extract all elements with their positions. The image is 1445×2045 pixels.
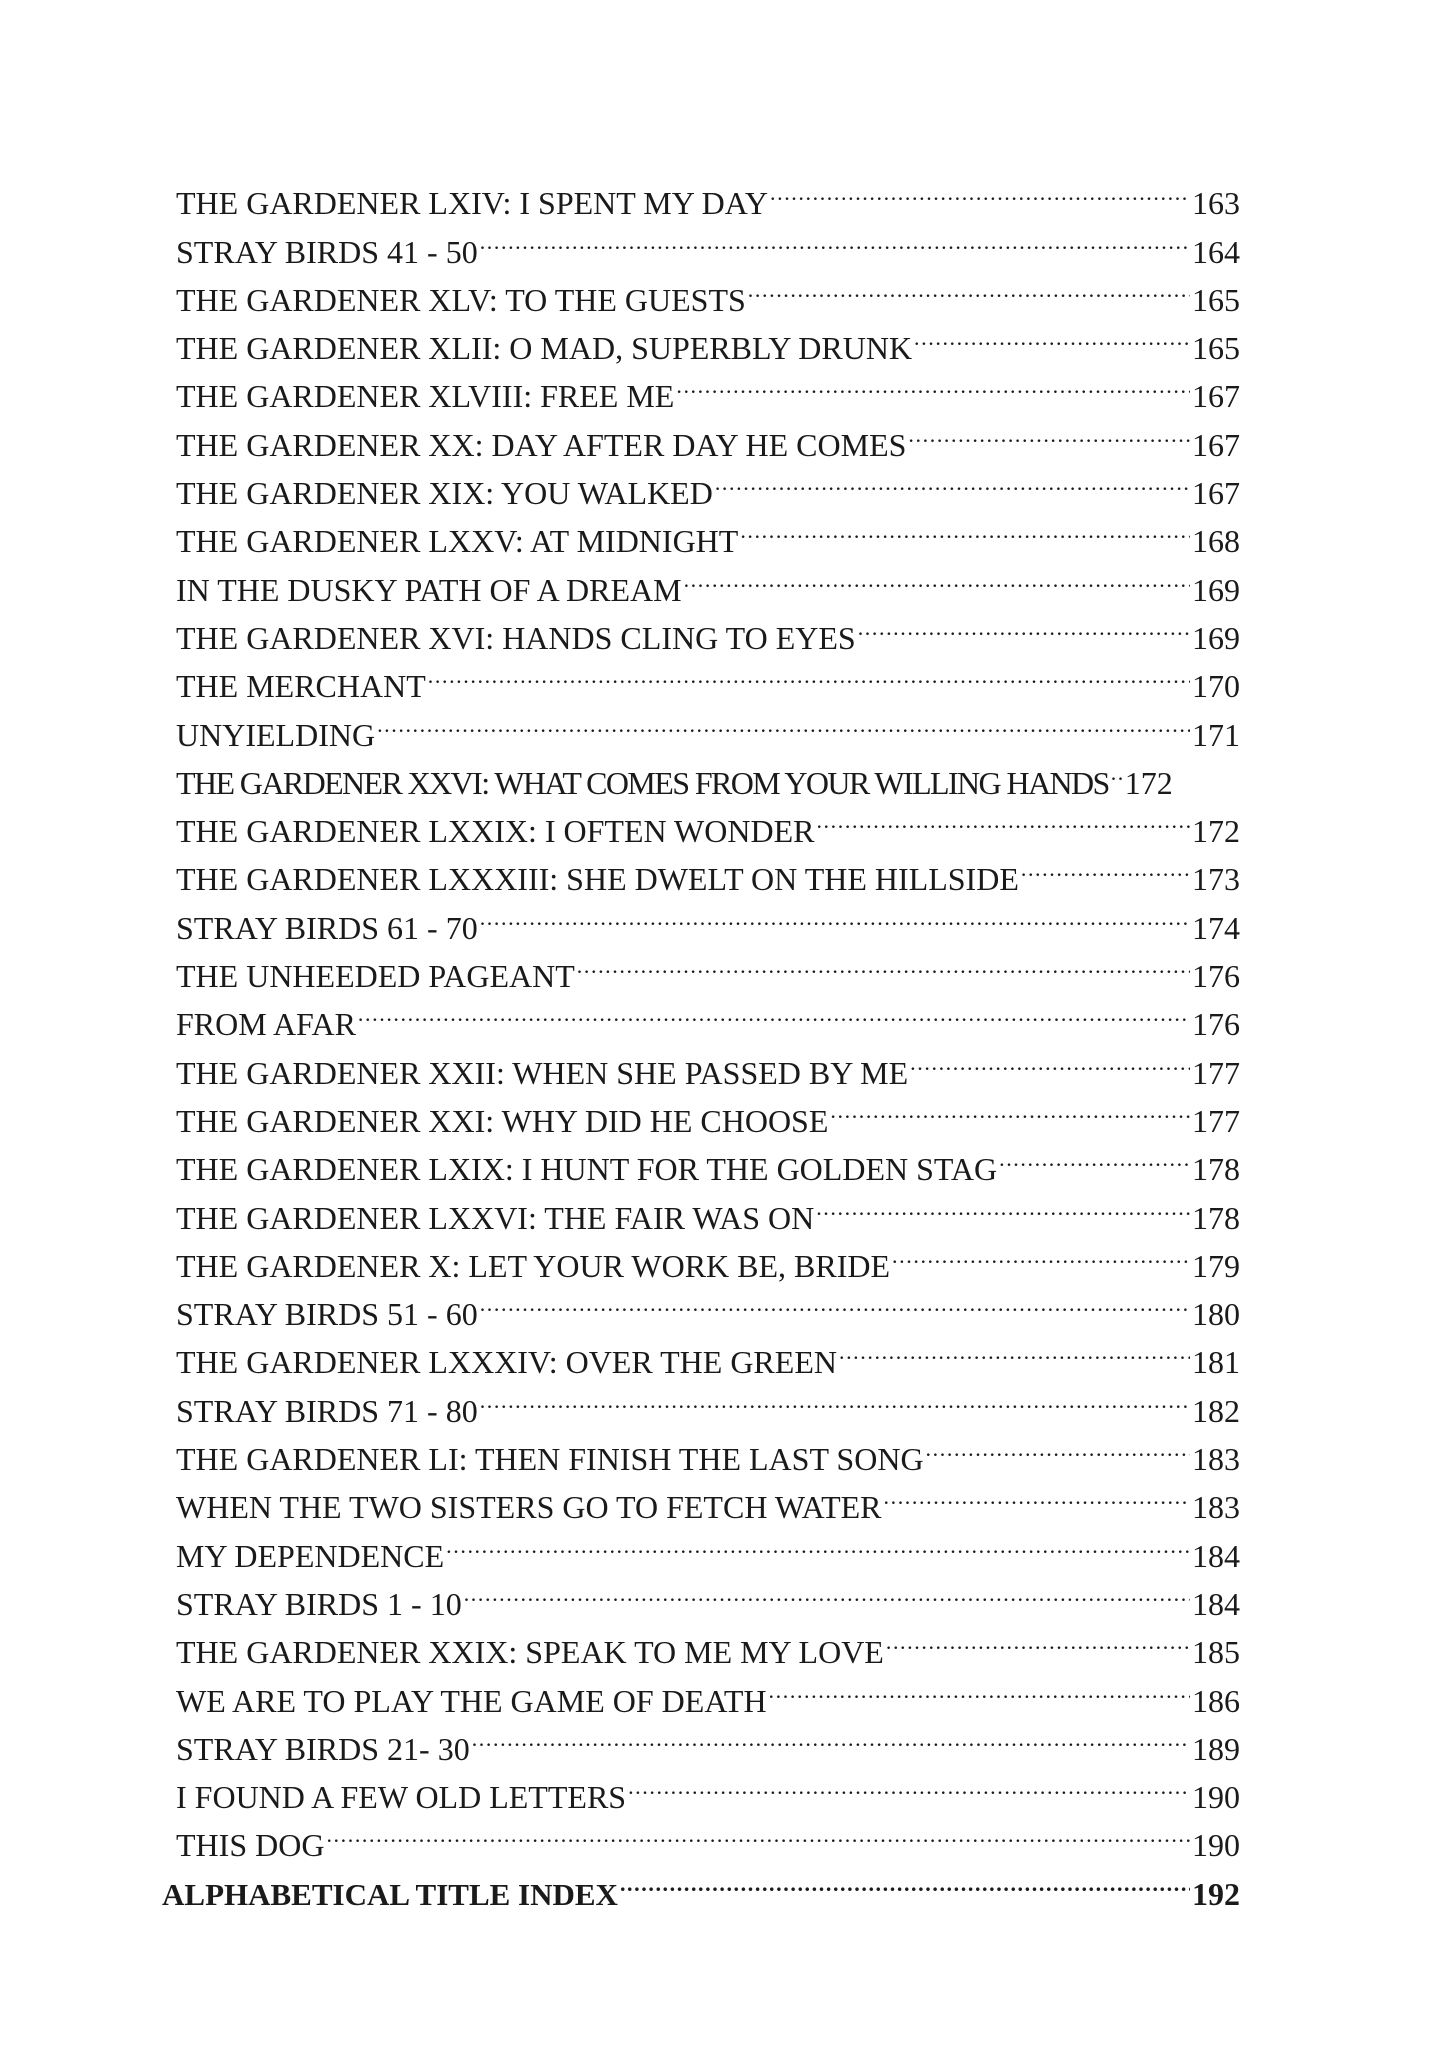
toc-dot-leader (684, 552, 1190, 600)
toc-entry-page: 173 (1192, 861, 1240, 898)
toc-dot-leader (892, 1229, 1190, 1277)
toc-dot-leader (816, 794, 1190, 842)
toc-entry-page: 178 (1192, 1199, 1240, 1236)
toc-entry-title: FROM AFAR (176, 1006, 356, 1043)
toc-entry-title: STRAY BIRDS 41 - 50 (176, 233, 478, 270)
toc-dot-leader (1021, 842, 1190, 890)
toc-dot-leader (830, 1084, 1190, 1132)
toc-entry-title: THE GARDENER XXII: WHEN SHE PASSED BY ME (176, 1054, 909, 1091)
toc-dot-leader (480, 890, 1190, 938)
toc-entry-title: THE GARDENER LXXVI: THE FAIR WAS ON (176, 1199, 815, 1236)
toc-entry-page: 178 (1192, 1151, 1240, 1188)
toc-entry-title: THE GARDENER LI: THEN FINISH THE LAST SONG (176, 1441, 924, 1478)
toc-dot-leader (377, 697, 1190, 745)
toc-entry-title: THE GARDENER LXXXIII: SHE DWELT ON THE HILLSIDE (176, 861, 1019, 898)
toc-entry-title: THE GARDENER XXVI: WHAT COMES FROM YOUR WILLING HANDS (176, 764, 1109, 801)
toc-entry-title: UNYIELDING (176, 716, 376, 753)
toc-entry-title: WE ARE TO PLAY THE GAME OF DEATH (176, 1682, 767, 1719)
toc-dot-leader (480, 1373, 1190, 1421)
toc-entry-title: THE GARDENER XLII: O MAD, SUPERBLY DRUNK (176, 330, 913, 367)
toc-dot-leader (620, 1856, 1190, 1904)
toc-entry-page: 174 (1192, 909, 1240, 946)
toc-entry-title: ALPHABETICAL TITLE INDEX (162, 1876, 618, 1912)
toc-entry-title: MY DEPENDENCE (176, 1537, 445, 1574)
toc-entry-page: 163 (1192, 185, 1240, 222)
toc-entry-title: THE GARDENER LXXXIV: OVER THE GREEN (176, 1344, 837, 1381)
toc-entry-title: WHEN THE TWO SISTERS GO TO FETCH WATER (176, 1489, 882, 1526)
toc-entry-page: 184 (1192, 1537, 1240, 1574)
toc-entry-title: THIS DOG (176, 1827, 325, 1864)
toc-entry-page: 190 (1192, 1779, 1240, 1816)
toc-entry-title: THE GARDENER XXIX: SPEAK TO ME MY LOVE (176, 1634, 884, 1671)
toc-entry-page: 192 (1192, 1875, 1240, 1912)
toc-dot-leader (816, 1180, 1190, 1228)
toc-entry-page: 190 (1192, 1827, 1240, 1864)
toc-dot-leader (1111, 746, 1123, 794)
toc-entry-page: 183 (1192, 1489, 1240, 1526)
toc-dot-leader (428, 649, 1190, 697)
toc-entry-title: THE GARDENER XXI: WHY DID HE CHOOSE (176, 1102, 829, 1139)
toc-entry-page: 186 (1192, 1682, 1240, 1719)
table-of-contents (162, 166, 1240, 1912)
toc-entry-title: THE GARDENER LXXIX: I OFTEN WONDER (176, 813, 815, 850)
toc-dot-leader (740, 504, 1190, 552)
toc-entry-title: THE GARDENER X: LET YOUR WORK BE, BRIDE (176, 1247, 891, 1284)
toc-dot-leader (446, 1518, 1190, 1566)
toc-dot-leader (748, 263, 1190, 311)
toc-entry-title: I FOUND A FEW OLD LETTERS (176, 1779, 627, 1816)
toc-dot-leader (577, 939, 1190, 987)
toc-dot-leader (480, 1277, 1190, 1325)
toc-entry-page: 184 (1192, 1585, 1240, 1622)
toc-dot-leader (464, 1567, 1190, 1615)
toc-entry-page: 171 (1192, 716, 1240, 753)
toc-entry-page: 182 (1192, 1392, 1240, 1429)
toc-entry-page: 179 (1192, 1247, 1240, 1284)
toc-entry-title: STRAY BIRDS 71 - 80 (176, 1392, 478, 1429)
toc-entry-page: 180 (1192, 1296, 1240, 1333)
toc-entry-title: STRAY BIRDS 61 - 70 (176, 909, 478, 946)
toc-entry-title: STRAY BIRDS 51 - 60 (176, 1296, 478, 1333)
toc-dot-leader (884, 1470, 1191, 1518)
toc-dot-leader (910, 1035, 1190, 1083)
toc-entry-page: 167 (1192, 475, 1240, 512)
toc-dot-leader (472, 1712, 1190, 1760)
toc-entry-title: THE UNHEEDED PAGEANT (176, 958, 575, 995)
toc-dot-leader (769, 1663, 1190, 1711)
toc-dot-leader (999, 1132, 1190, 1180)
toc-entry-page: 165 (1192, 281, 1240, 318)
toc-dot-leader (326, 1808, 1190, 1856)
toc-entry-page: 167 (1192, 426, 1240, 463)
toc-entry-title: THE GARDENER XVI: HANDS CLING TO EYES (176, 619, 856, 656)
toc-dot-leader (715, 456, 1190, 504)
toc-entry-title: THE GARDENER XX: DAY AFTER DAY HE COMES (176, 426, 907, 463)
toc-entry-page: 169 (1192, 571, 1240, 608)
toc-entry-page: 181 (1192, 1344, 1240, 1381)
toc-entry-title: THE GARDENER LXIV: I SPENT MY DAY (176, 185, 768, 222)
toc-entry-title: THE GARDENER LXIX: I HUNT FOR THE GOLDEN STAG (176, 1151, 998, 1188)
toc-dot-leader (358, 987, 1190, 1035)
toc-dot-leader (926, 1422, 1190, 1470)
toc-entry-title: IN THE DUSKY PATH OF A DREAM (176, 571, 682, 608)
toc-entry[interactable] (162, 166, 1240, 222)
toc-entry-page: 172 (1124, 764, 1173, 801)
toc-entry-title: STRAY BIRDS 21- 30 (176, 1730, 470, 1767)
toc-entry-title: THE GARDENER XLV: TO THE GUESTS (176, 281, 746, 318)
toc-dot-leader (770, 166, 1190, 214)
toc-entry-page: 169 (1192, 619, 1240, 656)
toc-entry-page: 183 (1192, 1441, 1240, 1478)
toc-dot-leader (628, 1760, 1190, 1808)
toc-entry-page: 168 (1192, 523, 1240, 560)
toc-dot-leader (886, 1615, 1190, 1663)
toc-entry-title: THE GARDENER XLVIII: FREE ME (176, 378, 675, 415)
toc-entry-page: 177 (1192, 1102, 1240, 1139)
toc-entry-title: THE GARDENER XIX: YOU WALKED (176, 475, 713, 512)
toc-entry-page: 167 (1192, 378, 1240, 415)
toc-entry-page: 165 (1192, 330, 1240, 367)
toc-entry-page: 172 (1192, 813, 1240, 850)
toc-dot-leader (839, 1325, 1190, 1373)
toc-dot-leader (676, 359, 1190, 407)
toc-entry-page: 185 (1192, 1634, 1240, 1671)
toc-entry-page: 189 (1192, 1730, 1240, 1767)
toc-entry-title: THE GARDENER LXXV: AT MIDNIGHT (176, 523, 739, 560)
toc-entry-title: THE MERCHANT (176, 668, 426, 705)
toc-dot-leader (858, 601, 1190, 649)
toc-dot-leader (480, 214, 1190, 262)
toc-entry-page: 176 (1192, 958, 1240, 995)
toc-dot-leader (914, 311, 1190, 359)
toc-entry-page: 177 (1192, 1054, 1240, 1091)
toc-entry-title: STRAY BIRDS 1 - 10 (176, 1585, 462, 1622)
toc-dot-leader (908, 407, 1190, 455)
toc-entry-page: 164 (1192, 233, 1240, 270)
toc-entry-page: 170 (1192, 668, 1240, 705)
toc-entry-page: 176 (1192, 1006, 1240, 1043)
